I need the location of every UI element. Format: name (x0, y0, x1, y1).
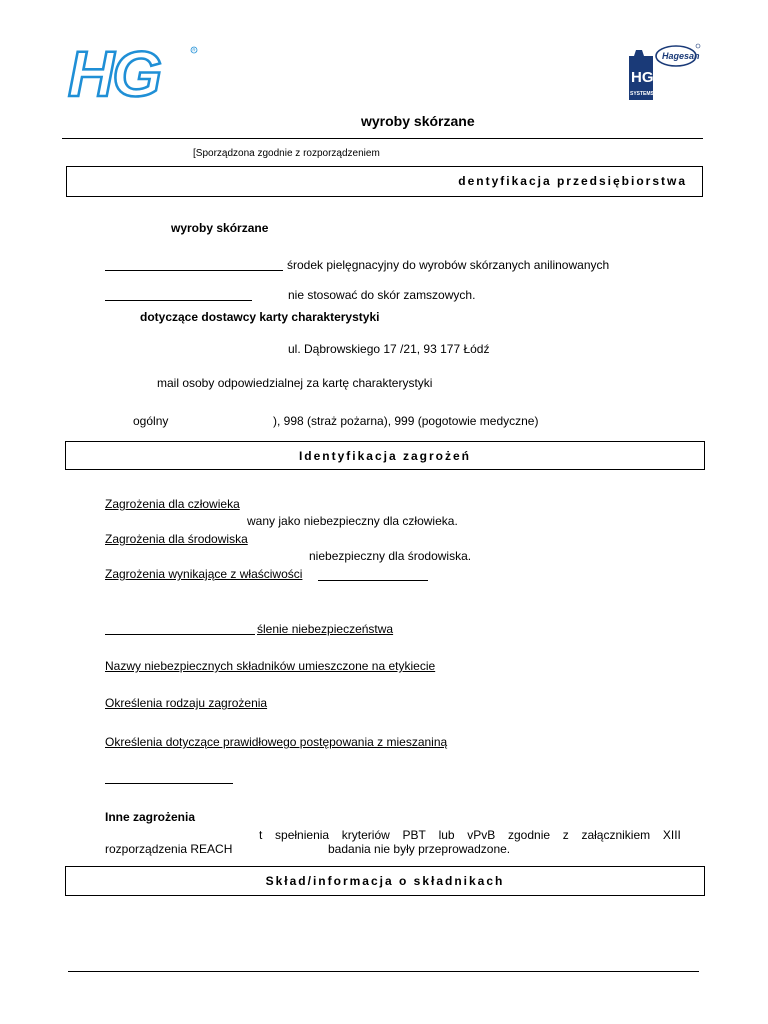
product-use-text: środek pielęgnacyjny do wyrobów skórzanych anilinowanych (287, 258, 610, 272)
hazard-statement-underline (105, 634, 255, 635)
section3-heading: Skład/informacja o składnikach (265, 874, 505, 888)
hg-logo-graphic (66, 40, 201, 102)
pbt-line-1 (259, 828, 681, 842)
emergency-numbers: ), 998 (straż pożarna), 999 (pogotowie medyczne) (273, 414, 539, 428)
section3-heading-box (65, 866, 705, 896)
document-title: wyroby skórzane (361, 113, 475, 129)
dangerous-components-label: Nazwy niebezpiecznych składników umieszczone na etykiecie (105, 659, 436, 673)
emergency-label: ogólny (133, 414, 169, 428)
svg-text:HG: HG (631, 69, 654, 86)
property-hazard-label: Zagrożenia wynikające z właściwości (105, 567, 303, 581)
svg-text:R: R (192, 47, 196, 53)
pbt-word: zgodnie (508, 828, 551, 842)
svg-text:HG: HG (68, 40, 160, 102)
section2-heading-box (65, 441, 705, 470)
pbt-word: XIII (662, 828, 681, 842)
hazard-type-label: Określenia rodzaju zagrożenia (105, 696, 268, 710)
supplier-address: ul. Dąbrowskiego 17 /21, 93 177 Łódź (288, 342, 490, 356)
blank-underline (105, 783, 233, 784)
pbt-line-2-right: badania nie były przeprowadzone. (328, 842, 511, 856)
product-use-underline (105, 270, 283, 271)
document-subtitle: [Sporządzona zgodnie z rozporządzeniem (193, 148, 380, 159)
handling-label: Określenia dotyczące prawidłowego postępowania z mieszaniną (105, 735, 448, 749)
pbt-word: z (562, 828, 569, 842)
property-hazard-underline (318, 580, 428, 581)
header-divider (62, 138, 703, 139)
section1-heading-box (66, 166, 703, 197)
other-hazards-heading: Inne zagrożenia (105, 810, 196, 824)
env-hazard-text: niebezpieczny dla środowiska. (309, 549, 472, 563)
pbt-word: kryteriów (341, 828, 390, 842)
pbt-word: PBT (402, 828, 426, 842)
env-hazard-label: Zagrożenia dla środowiska (105, 532, 248, 546)
pbt-word: spełnienia (275, 828, 330, 842)
human-hazard-text: wany jako niebezpieczny dla człowieka. (247, 514, 458, 528)
svg-text:Hagesan: Hagesan (662, 51, 700, 61)
pbt-line-2-left: rozporządzenia REACH (105, 842, 233, 856)
section1-heading: dentyfikacja przedsiębiorstwa (458, 174, 687, 188)
human-hazard-label: Zagrożenia dla człowieka (105, 497, 240, 511)
restriction-text: nie stosować do skór zamszowych. (288, 288, 476, 302)
pbt-word: lub (438, 828, 455, 842)
svg-text:SYSTEMS: SYSTEMS (630, 91, 654, 97)
product-name: wyroby skórzane (171, 221, 269, 235)
pbt-word: załącznikiem (581, 828, 651, 842)
supplier-heading: dotyczące dostawcy karty charakterystyki (140, 310, 380, 324)
pbt-word: t (259, 828, 263, 842)
footer-divider (68, 971, 699, 972)
email-label: mail osoby odpowiedzialnej za kartę charakterystyki (157, 376, 433, 390)
hg-systems-logo (626, 42, 702, 102)
hg-systems-logo-graphic (626, 42, 702, 102)
section2-heading: Identyfikacja zagrożeń (298, 449, 472, 463)
hg-logo (66, 40, 201, 102)
restriction-underline (105, 300, 252, 301)
pbt-word: vPvB (467, 828, 496, 842)
hazard-statement-label: ślenie niebezpieczeństwa (257, 622, 394, 636)
